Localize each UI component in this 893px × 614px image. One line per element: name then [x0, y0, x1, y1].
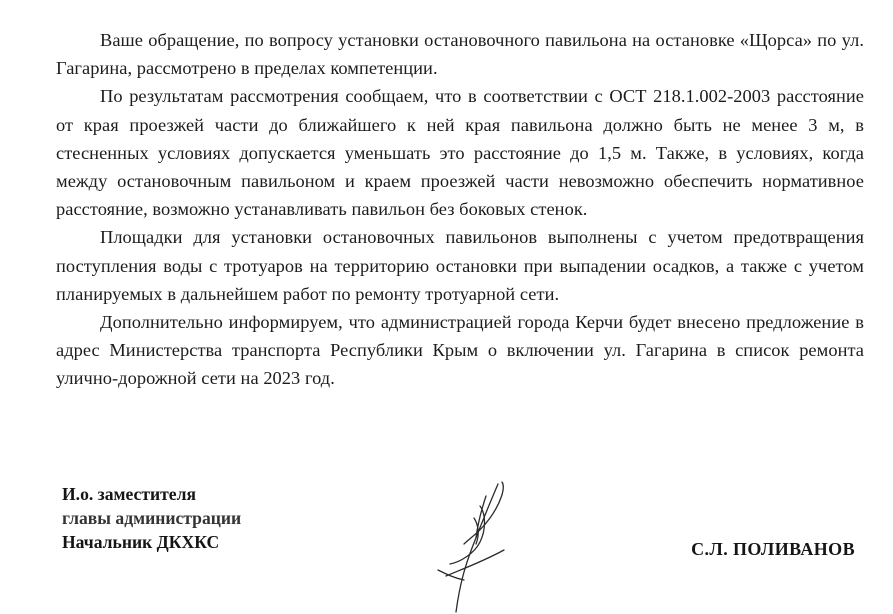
paragraph-additional-info: Дополнительно информируем, что администрацией города Керчи будет внесено предложение в адрес Министерства транспорта Республики Крым о включении ул. Гагарина в список ремонта улично-дорожной сети на 2023 год. [56, 312, 864, 389]
letter-body [56, 26, 864, 393]
paragraph-appeal-reviewed: Ваше обращение, по вопросу установки остановочного павильона на остановке «Щорса» по ул. Гагарина, рассмотрено в пределах компетенции. [56, 30, 864, 79]
paragraph-ost-standard: По результатам рассмотрения сообщаем, что в соответствии с ОСТ 218.1.002-2003 расстояние от края проезжей части до ближайшего к ней края павильона должно быть не менее 3 м, в стесненных условиях допускается уменьшать это расстояние до 1,5 м. Также, в условиях, когда между остановочным павильоном и краем проезжей части невозможно обеспечить нормативное расстояние, возможно устанавливать павильон без боковых стенок. [56, 86, 864, 220]
paragraph-platforms: Площадки для установки остановочных павильонов выполнены с учетом предотвращения поступления воды с тротуаров на территорию остановки при выпадении осадков, а также с учетом планируемых в дальнейшем работ по ремонту тротуарной сети. [56, 227, 864, 304]
position-line-administration-head: главы администрации [62, 508, 242, 528]
signer-name: С.Л. ПОЛИВАНОВ [691, 539, 855, 559]
handwritten-signature-icon [420, 478, 530, 614]
signatory-position [62, 482, 241, 554]
position-line-acting-deputy: И.о. заместителя [62, 484, 196, 504]
position-line-department-head: Начальник ДКХКС [62, 532, 220, 552]
